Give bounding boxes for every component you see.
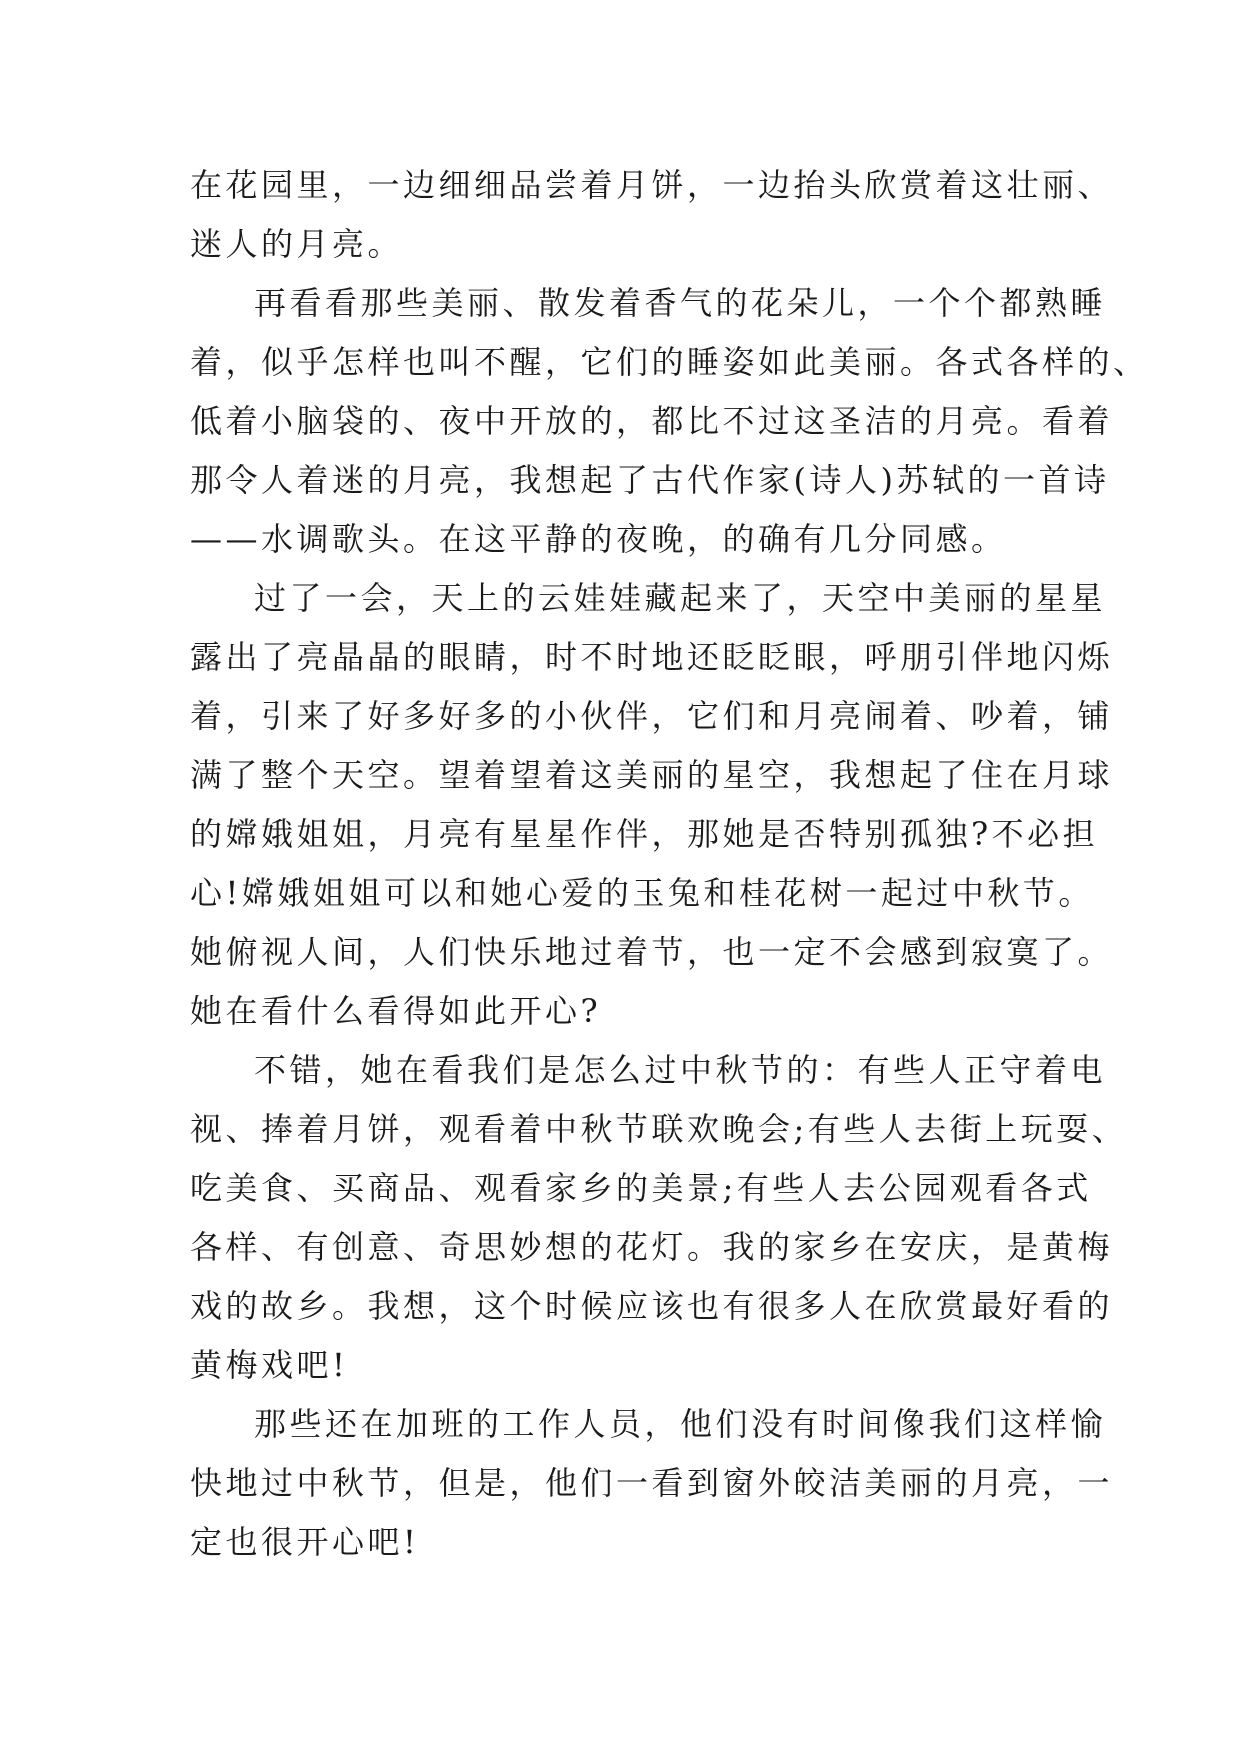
text-line: 着，引来了好多好多的小伙伴，它们和月亮闹着、吵着，铺 <box>190 697 1114 735</box>
text-line: 吃美食、买商品、观看家乡的美景;有些人去公园观看各式 <box>190 1169 1092 1207</box>
text-line: 她在看什么看得如此开心? <box>190 992 602 1030</box>
text-line: 的嫦娥姐姐，月亮有星星作伴，那她是否特别孤独?不必担 <box>190 815 1099 853</box>
text-line: 黄梅戏吧! <box>190 1346 349 1384</box>
text-line: 视、捧着月饼，观看着中秋节联欢晚会;有些人去街上玩耍、 <box>190 1110 1128 1148</box>
paragraph-first-line: 过了一会，天上的云娃娃藏起来了，天空中美丽的星星 <box>254 579 1107 617</box>
text-line: 满了整个天空。望着望着这美丽的星空，我想起了住在月球 <box>190 756 1114 794</box>
text-line: 各样、有创意、奇思妙想的花灯。我的家乡在安庆，是黄梅 <box>190 1228 1114 1266</box>
text-line: 那令人着迷的月亮，我想起了古代作家(诗人)苏轼的一首诗 <box>190 461 1110 499</box>
text-line: 低着小脑袋的、夜中开放的，都比不过这圣洁的月亮。看着 <box>190 402 1114 440</box>
text-line: 迷人的月亮。 <box>190 225 404 263</box>
paragraph-first-line: 不错，她在看我们是怎么过中秋节的：有些人正守着电 <box>254 1051 1107 1089</box>
text-line: 快地过中秋节，但是，他们一看到窗外皎洁美丽的月亮，一 <box>190 1464 1114 1502</box>
body-text <box>190 156 1149 1572</box>
text-line: 戏的故乡。我想，这个时候应该也有很多人在欣赏最好看的 <box>190 1287 1114 1325</box>
text-line: 心!嫦娥姐姐可以和她心爱的玉兔和桂花树一起过中秋节。 <box>190 874 1094 912</box>
text-line: 她俯视人间，人们快乐地过着节，也一定不会感到寂寞了。 <box>190 933 1114 971</box>
paragraph-first-line: 再看看那些美丽、散发着香气的花朵儿，一个个都熟睡 <box>254 284 1107 322</box>
text-line: 定也很开心吧! <box>190 1523 420 1561</box>
text-line: 在花园里，一边细细品尝着月饼，一边抬头欣赏着这壮丽、 <box>190 166 1114 204</box>
paragraph-first-line: 那些还在加班的工作人员，他们没有时间像我们这样愉 <box>254 1405 1107 1443</box>
text-line: 着，似乎怎样也叫不醒，它们的睡姿如此美丽。各式各样的、 <box>190 343 1149 381</box>
text-line: ——水调歌头。在这平静的夜晚，的确有几分同感。 <box>190 520 1007 558</box>
text-line: 露出了亮晶晶的眼睛，时不时地还眨眨眼，呼朋引伴地闪烁 <box>190 638 1114 676</box>
